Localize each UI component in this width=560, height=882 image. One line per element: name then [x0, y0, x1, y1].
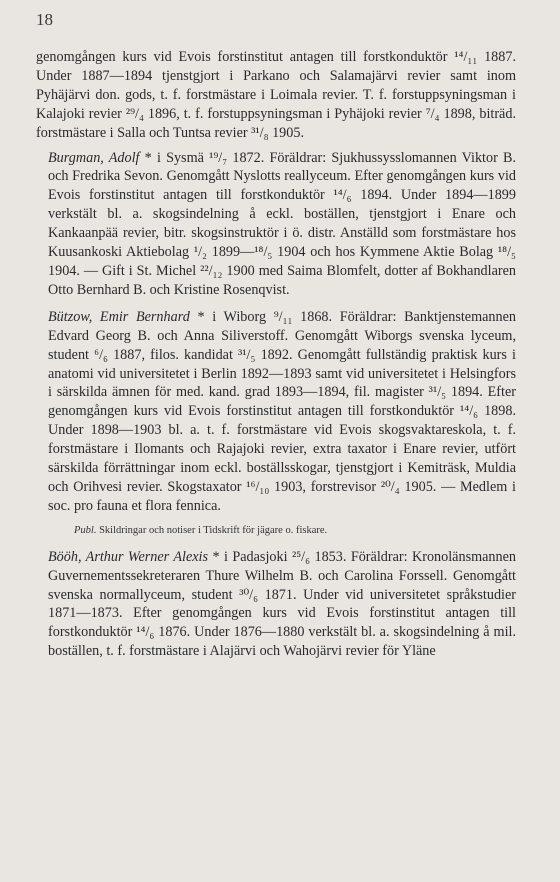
page-number: 18 — [36, 10, 53, 29]
entry-text: genomgången kurs vid Evois forstinstitut antagen till forstkonduktör ¹⁴/₁₁ 1887. Under 1887—1894 tjenstgjort i Parkano och Salamajärvi revier samt inom Pyhäjärvi don. gods, t. f. forstmästare i Loimala revier. T. f. forstuppsyningsman i Kalajoki revier ²⁹/₄ 1896, t. f. forstuppsyningsman i Pyhäjoki revier ⁷/₄ 1898, biträd. forstmästare i Salla och Tuntsa revier ³¹/₈ 1905. — [36, 49, 516, 141]
entry-text: * i Sysmä ¹⁹/₇ 1872. Föräldrar: Sjukhussysslomannen Viktor B. och Fredrika Sevon. Genomgått Nyslotts reallyceum. Efter genomgången kurs vid Evois forstinstitut antagen till forstkonduktör ¹⁴/₆ 1894. Under 1894—1899 verkstält bl. a. skogsindelning å eckl. boställen, tjenstgjort i Enare och Kankaanpää revier, bitr. skogsinstruktör i ö. distr. Anställd som forstmästare hos Kuusankoski Aktiebolag ¹/₂ 1899—¹⁸/₅ 1904 och hos Kymmene Aktie Bolag ¹⁸/₅ 1904. — Gift i St. Michel ²²/₁₂ 1900 med Saima Blomfelt, dotter af Bokhandlaren Otto Bernhard B. och Kristine Rosenqvist. — [48, 149, 517, 298]
entry-booh — [36, 548, 516, 661]
entry-name: Bööh, Arthur Werner Alexis — [48, 548, 209, 565]
entry-text: * i Padasjoki ²⁵/₆ 1853. Föräldrar: Kronolänsmannen Guvernementssekreteraren Thure Wilhelm B. och Carolina Forssell. Genomgått svenska normallyceum, student ³⁰/₆ 1871. Under vid universitetet språkstudier 1871—1873. Efter genomgången kurs vid Evois forstinstitut antagen till forstkonduktör ¹⁴/₆ 1876. Under 1876—1880 verkstält bl. a. skogsindelning å mil. boställen, t. f. forstmästare i Alajärvi och Wahojärvi revier för Yläne — [48, 548, 517, 660]
publication-note — [36, 524, 516, 538]
publication-text: Skildringar och notiser i Tidskrift för jägare o. fiskare. — [99, 524, 328, 536]
page-text — [36, 48, 516, 669]
entry-continuation — [36, 48, 516, 143]
publication-label: Publ. — [74, 524, 97, 536]
entry-name: Burgman, Adolf — [48, 149, 140, 166]
entry-name: Bützow, Emir Bernhard — [48, 308, 190, 325]
entry-text: * i Wiborg ⁹/₁₁ 1868. Föräldrar: Banktjenstemannen Edvard Georg B. och Anna Siliverstoff. Genomgått Wiborgs svenska lyceum, student ⁶/₆ 1887, filos. kandidat ³¹/₅ 1892. Genomgått fullständig praktisk kurs i anatomi vid universitetet i Berlin 1892—1893 samt vid universitetet i Helsingfors i särskilda ämnen för med. kand. grad 1893—1894, fil. magister ³¹/₅ 1894. Efter genomgången kurs vid Evois forstinstitut antagen till forstkonduktör ¹⁴/₆ 1898. Under 1898—1903 bl. a. t. f. forstmästare vid Evois skogsvaktareskola, t. f. forstmästare i Ilomants och Rajajoki revier, extra taxator i Enare revier, utfört särskilda förrättningar inom eckl. boställsskogar, tjenstgjort i Kemiträsk, Muldia och Orihvesi revier. Skogstaxator ¹⁶/₁₀ 1903, forstrevisor ²⁰/₄ 1905. — Medlem i soc. pro fauna et flora fennica. — [48, 308, 516, 514]
entry-burgman — [36, 149, 516, 300]
entry-butzow — [36, 308, 516, 516]
